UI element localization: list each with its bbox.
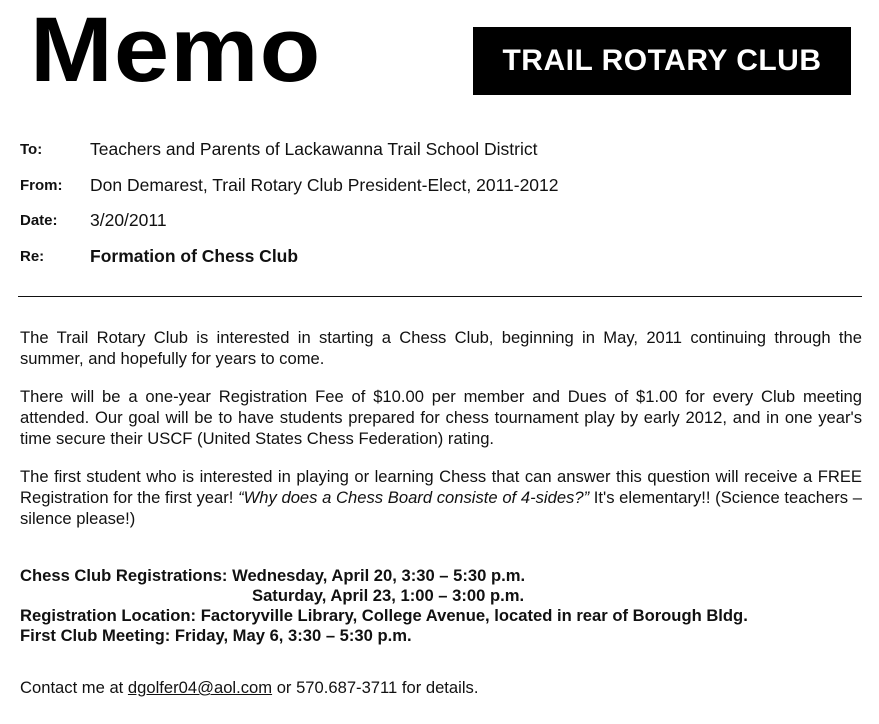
first-meeting-value: Friday, May 6, 3:30 – 5:30 p.m. xyxy=(174,626,412,645)
re-value: Formation of Chess Club xyxy=(90,245,299,266)
registrations-label: Chess Club Registrations: xyxy=(20,566,228,585)
memo-body xyxy=(20,327,862,546)
location-value: Factoryville Library, College Avenue, located in rear of Borough Bldg. xyxy=(200,606,748,625)
paragraph-contest xyxy=(20,466,862,529)
registration-line-1 xyxy=(20,566,748,586)
phone-number: 570.687-3711 xyxy=(296,678,398,697)
memo-header-fields xyxy=(20,132,559,274)
first-meeting-line xyxy=(20,626,748,646)
from-field xyxy=(20,168,559,204)
registration-date-1: Wednesday, April 20, 3:30 – 5:30 p.m. xyxy=(232,566,526,585)
paragraph-fees: There will be a one-year Registration Fee of $10.00 per member and Dues of $1.00 for every Club meeting attended. Our goal will be to have students prepared for chess tournament play by early 2012, and in one year's time secure their USCF (United States Chess Federation) rating. xyxy=(20,387,862,448)
paragraph-intro: The Trail Rotary Club is interested in starting a Chess Club, beginning in May, 2011 continuing through the summer, and hopefully for years to come. xyxy=(20,328,862,368)
header-divider xyxy=(18,296,862,297)
to-label: To: xyxy=(20,141,43,159)
email-link[interactable]: dgolfer04@aol.com xyxy=(127,678,273,697)
from-label: From: xyxy=(20,176,63,194)
date-field xyxy=(20,203,559,239)
to-field xyxy=(20,132,559,168)
contact-line xyxy=(20,678,478,698)
location-label: Registration Location: xyxy=(20,606,197,625)
to-value: Teachers and Parents of Lackawanna Trail School District xyxy=(90,139,538,160)
contest-text-end: It's elementary!! (Science teachers – silence please!) xyxy=(20,488,862,528)
first-meeting-label: First Club Meeting: xyxy=(20,626,171,645)
registration-date-2: Saturday, April 23, 1:00 – 3:00 p.m. xyxy=(252,586,525,605)
schedule-block xyxy=(20,566,748,646)
re-label: Re: xyxy=(20,247,45,265)
date-label: Date: xyxy=(20,212,58,230)
memo-title: Memo xyxy=(30,0,322,101)
organization-banner xyxy=(473,27,851,95)
organization-name: TRAIL ROTARY CLUB xyxy=(502,44,822,77)
from-value: Don Demarest, Trail Rotary Club President-Elect, 2011-2012 xyxy=(90,174,559,195)
contact-middle: or xyxy=(272,678,297,697)
date-value: 3/20/2011 xyxy=(90,210,167,231)
registration-line-2 xyxy=(20,586,748,606)
re-field xyxy=(20,239,559,275)
location-line xyxy=(20,606,748,626)
contact-suffix: for details. xyxy=(397,678,479,697)
contest-question: “Why does a Chess Board consiste of 4-sides?” xyxy=(238,488,590,507)
contest-text-start: The first student who is interested in playing or learning Chess that can answer this question will receive a FREE Registration for the first year! xyxy=(20,467,862,507)
contact-prefix: Contact me at xyxy=(20,678,128,697)
